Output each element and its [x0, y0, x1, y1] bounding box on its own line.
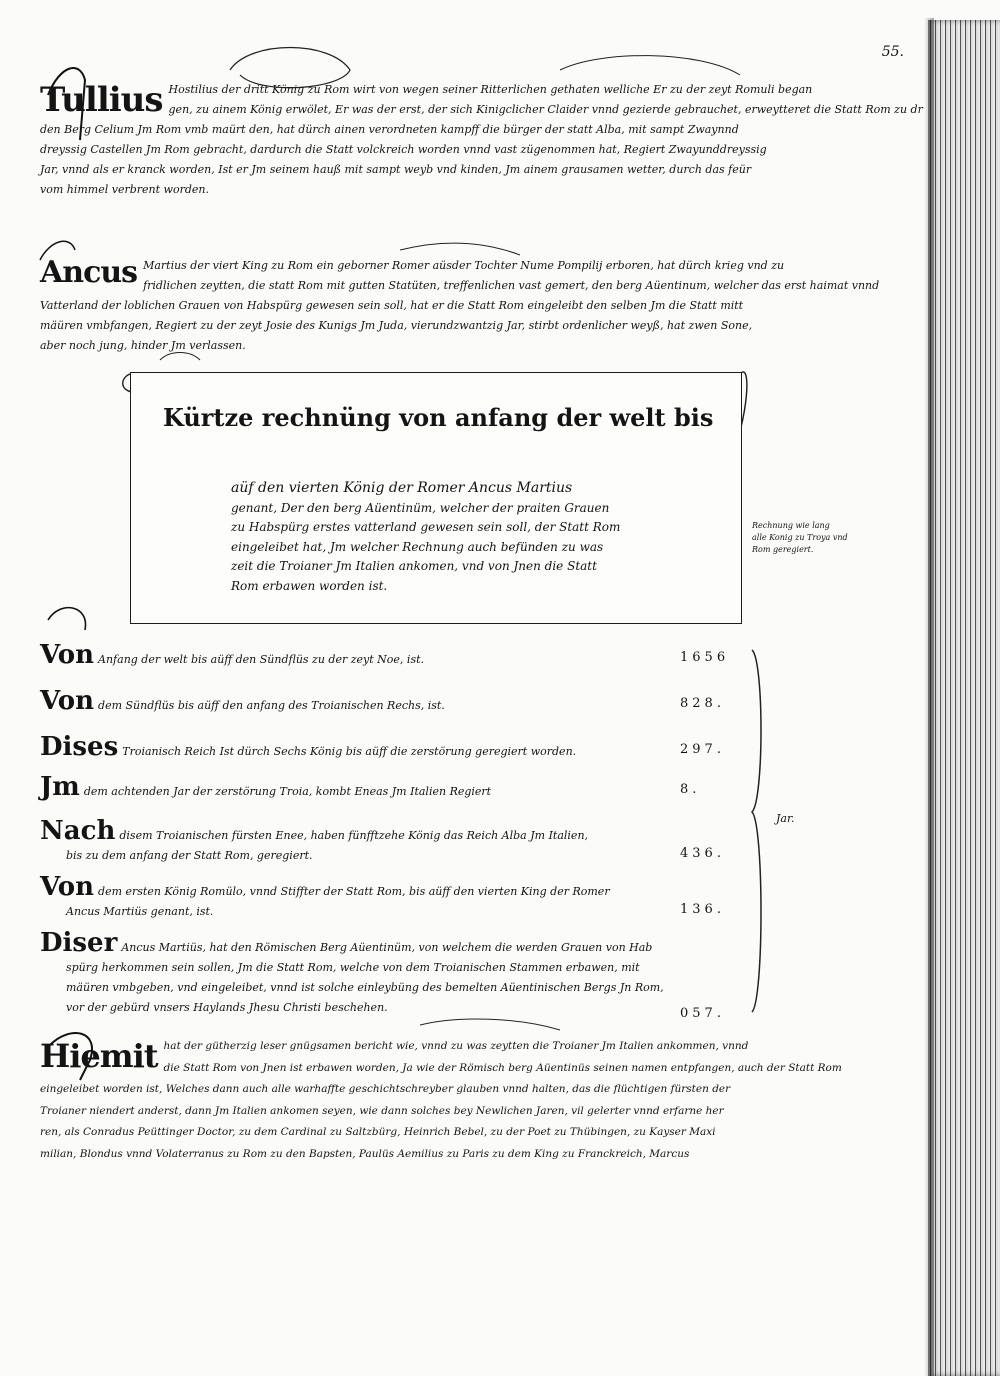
entry-text: dem achtenden Jar der zerstörung Troia, kombt Eneas Jm Italien Regiert [83, 785, 492, 798]
margin-note-line: Rom geregiert. [752, 545, 814, 554]
entry-initial: Jm [40, 772, 80, 802]
margin-note-line: alle Konig zu Troya vnd [752, 533, 848, 542]
text-line: gen, zu ainem König erwölet, Er was der erst, der sich Kinigclicher Claider vnnd gezierde gebrauchet, erweytteret die Statt Rom zu dr [168, 103, 923, 116]
chronology-entry [40, 732, 740, 762]
entry-continuation-line: spürg herkommen sein sollen, Jm die Statt Rom, welche von dem Troianischen Stammen erbawen, mit [66, 961, 640, 974]
entry-years: 828. [680, 696, 725, 711]
chronology-entry [40, 928, 740, 1021]
entry-continuation-line: mäüren vmbgeben, vnd eingeleibet, vnnd ist solche einleybüng des bemelten Aüentinischen Bergs Jn Rom, [66, 981, 664, 994]
chronology-entry [40, 872, 740, 922]
text-line: ren, als Conradus Peüttinger Doctor, zu dem Cardinal zu Saltzbürg, Heinrich Bebel, zu der Poet zu Thübingen, zu Kayser Maxi [40, 1126, 716, 1138]
text-line: aber noch jung, hinder Jm verlassen. [40, 339, 246, 352]
entry-continuation: bis zu dem anfang der Statt Rom, geregiert. [66, 849, 313, 862]
entry-years: 436. [680, 846, 725, 861]
text-line: Jar, vnnd als er kranck worden, Ist er Jm seinem hauß mit sampt weyb vnd kinden, Jm ainem grausamen wetter, durch das feür [40, 163, 752, 176]
chronology-entry [40, 816, 740, 866]
entry-text: Anfang der welt bis aüff den Sündflüs zu der zeyt Noe, ist. [98, 653, 425, 666]
entry-text: disem Troianischen fürsten Enee, haben fünfftzehe König das Reich Alba Jm Italien, [119, 829, 589, 842]
paragraph-ancus [40, 255, 880, 356]
text-line: Troianer niendert anderst, dann Jm Italien ankomen seyen, wie dann solches bey Newlichen Jaren, vil gelerter vnnd erfarne her [40, 1104, 724, 1117]
entry-text: Troianisch Reich Ist dürch Sechs König bis aüff die zerstörung geregiert worden. [122, 745, 577, 758]
entry-initial: Von [40, 872, 95, 902]
chronology-entry [40, 640, 740, 670]
chronology-entry [40, 772, 740, 802]
scroll-line: zeit die Troianer Jm Italien ankomen, vnd von Jnen die Statt [231, 559, 597, 573]
text-line: fridlichen zeytten, die statt Rom mit gutten Statüten, treffenlichen vast gemert, den berg Aüentinum, welcher das erst haimat vnnd [143, 279, 880, 292]
entry-years: 057. [680, 1006, 725, 1021]
entry-years: 8. [680, 782, 701, 797]
scroll-body [231, 479, 711, 596]
entry-text: dem Sündflüs bis aüff den anfang des Troianischen Rechs, ist. [98, 699, 445, 712]
entry-text: Ancus Martiüs, hat den Römischen Berg Aüentinüm, von welchem die werden Grauen von Hab [121, 941, 653, 954]
paragraph-tullius [40, 80, 923, 200]
title-scroll-box [130, 372, 742, 624]
entry-initial: Nach [40, 816, 116, 846]
scroll-line: aüf den vierten König der Romer Ancus Martius [231, 480, 573, 496]
text-line: die Statt Rom von Jnen ist erbawen worden, Ja wie der Römisch berg Aüentinüs seinen namen entpfangen, auch der Statt Rom [163, 1061, 842, 1074]
entry-initial: Von [40, 686, 95, 716]
entry-initial: Dises [40, 732, 119, 762]
text-line: Vatterland der loblichen Grauen von Habspürg gewesen sein soll, hat er die Statt Rom eingeleibt den selben Jm die Statt mitt [40, 299, 744, 312]
entry-initial: Diser [40, 928, 118, 958]
chronology-entry [40, 686, 740, 716]
text-line: eingeleibet worden ist, Welches dann auch alle warhaffte geschichtschreyber glauben vnnd halten, das die flüchtigen fürsten der [40, 1083, 731, 1095]
folio-number: 55. [881, 44, 904, 60]
entry-continuation [40, 958, 740, 1018]
entry-years: 136. [680, 902, 725, 917]
entry-continuation-line: vor der gebürd vnsers Haylands Jhesu Christi beschehen. [66, 1001, 388, 1014]
scroll-line: eingeleibet hat, Jm welcher Rechnung auch befünden zu was [231, 539, 604, 554]
text-line: milian, Blondus vnnd Volaterranus zu Rom zu den Bapsten, Paulüs Aemilius zu Paris zu dem King zu Franckreich, Marcus [40, 1147, 690, 1160]
text-line: Hostilius der dritt König zu Rom wirt von wegen seiner Ritterlichen gethaten welliche Er zu der zeyt Romuli began [168, 83, 813, 96]
entry-text: dem ersten König Romülo, vnnd Stiffter der Statt Rom, bis aüff den vierten King der Romer [98, 885, 610, 898]
margin-note-line: Rechnung wie lang [752, 521, 830, 530]
scroll-line: genant, Der den berg Aüentinüm, welcher der praiten Grauen [231, 500, 610, 515]
text-line: den Berg Celium Jm Rom vmb maürt den, hat dürch ainen verordneten kampff die bürger der statt Alba, mit sampt Zwaynnd [40, 123, 739, 136]
entry-continuation: Ancus Martiüs genant, ist. [66, 905, 214, 918]
scroll-line: zu Habspürg erstes vatterland gewesen sein soll, der Statt Rom [231, 520, 621, 534]
scroll-title: Kürtze rechnüng von anfang der welt bis [163, 403, 714, 432]
bracket-label: Jar. [776, 812, 795, 825]
entry-years: 297. [680, 742, 725, 757]
text-line: dreyssig Castellen Jm Rom gebracht, dardurch die Statt volckreich worden vnnd vast zügenommen hat, Regiert Zwayunddreyssig [40, 143, 767, 156]
margin-note [752, 520, 892, 556]
paragraph-initial: Tullius [40, 80, 163, 120]
text-line: mäüren vmbfangen, Regiert zu der zeyt Josie des Kunigs Jm Juda, vierundzwantzig Jar, stirbt ordenlicher weyß, hat zwen Sone, [40, 319, 753, 332]
text-line: hat der gütherzig leser gnügsamen bericht wie, vnnd zu was zeytten die Troianer Jm Italien ankommen, vnnd [163, 1040, 749, 1052]
entry-initial: Von [40, 640, 95, 670]
paragraph-hiemit [40, 1036, 842, 1165]
paragraph-initial: Ancus [40, 255, 138, 290]
text-line: Martius der viert King zu Rom ein geborner Romer aüsder Tochter Nume Pompilij erboren, hat dürch krieg vnd zu [143, 259, 785, 272]
paragraph-initial: Hiemit [40, 1037, 158, 1075]
entry-years: 1656 [680, 650, 730, 665]
scroll-line: Rom erbawen worden ist. [231, 578, 388, 593]
text-line: vom himmel verbrent worden. [40, 183, 209, 196]
